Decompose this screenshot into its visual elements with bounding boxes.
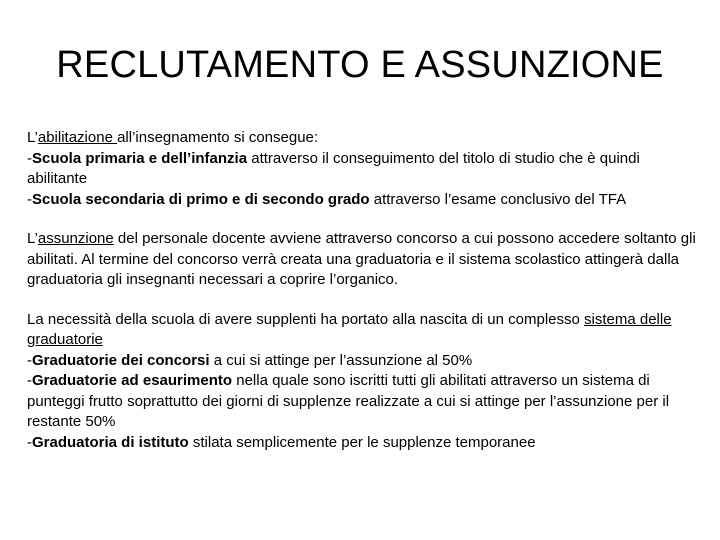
item-dash: - [27, 351, 32, 369]
item-dash: - [27, 372, 32, 389]
assunzione-keyword: assunzione [37, 230, 114, 247]
graduatorie-item-istituto [27, 433, 697, 454]
abilitazione-paragraph [27, 128, 697, 210]
abilitazione-intro [27, 128, 697, 149]
item-heading: Graduatoria di istituto [32, 433, 189, 451]
item-dash: - [27, 149, 32, 167]
abilitazione-keyword: abilitazione [37, 129, 118, 146]
item-heading: Scuola primaria e dell’infanzia [32, 149, 248, 167]
graduatorie-paragraph [27, 310, 697, 454]
slide-body [27, 128, 697, 453]
graduatorie-item-esaurimento [27, 371, 697, 433]
abilitazione-prefix: L’ [27, 129, 38, 146]
item-heading: Graduatorie dei concorsi [32, 351, 210, 369]
assunzione-paragraph [27, 229, 697, 291]
graduatorie-item-concorsi [27, 351, 697, 372]
item-text: a cui si attinge per l’assunzione al 50% [209, 351, 473, 369]
item-text: attraverso l’esame conclusivo del TFA [369, 190, 627, 208]
graduatorie-intro [27, 310, 697, 351]
slide-title: RECLUTAMENTO E ASSUNZIONE [56, 44, 664, 86]
graduatorie-keyword: sistema delle graduatorie [27, 310, 672, 348]
item-heading: Graduatorie ad esaurimento [32, 372, 233, 389]
graduatorie-intro-text: La necessità della scuola di avere supplenti ha portato alla nascita di un complesso [27, 310, 585, 328]
item-dash: - [27, 190, 32, 208]
assunzione-prefix: L’ [27, 230, 38, 247]
abilitazione-item-secondaria [27, 190, 697, 211]
abilitazione-intro-text: all’insegnamento si consegue: [117, 129, 319, 146]
item-text: nella quale sono iscritti tutti gli abilitati attraverso un sistema di punteggi frutto soprattutto dei giorni di supplenze realizzate a cui si attinge per l’assunzione per il restante 50% [27, 372, 670, 430]
abilitazione-item-primaria [27, 149, 697, 190]
item-heading: Scuola secondaria di primo e di secondo grado [32, 190, 370, 208]
assunzione-text: del personale docente avviene attraverso concorso a cui possono accedere soltanto gli abilitati. Al termine del concorso verrà creata una graduatoria e il sistema scolastico attingerà dalla graduatoria gli insegnanti necessari a coprire l’organico. [27, 230, 696, 288]
item-text: stilata semplicemente per le supplenze temporanee [188, 433, 536, 451]
item-text: attraverso il conseguimento del titolo di studio che è quindi abilitante [27, 149, 640, 187]
item-dash: - [27, 433, 32, 451]
